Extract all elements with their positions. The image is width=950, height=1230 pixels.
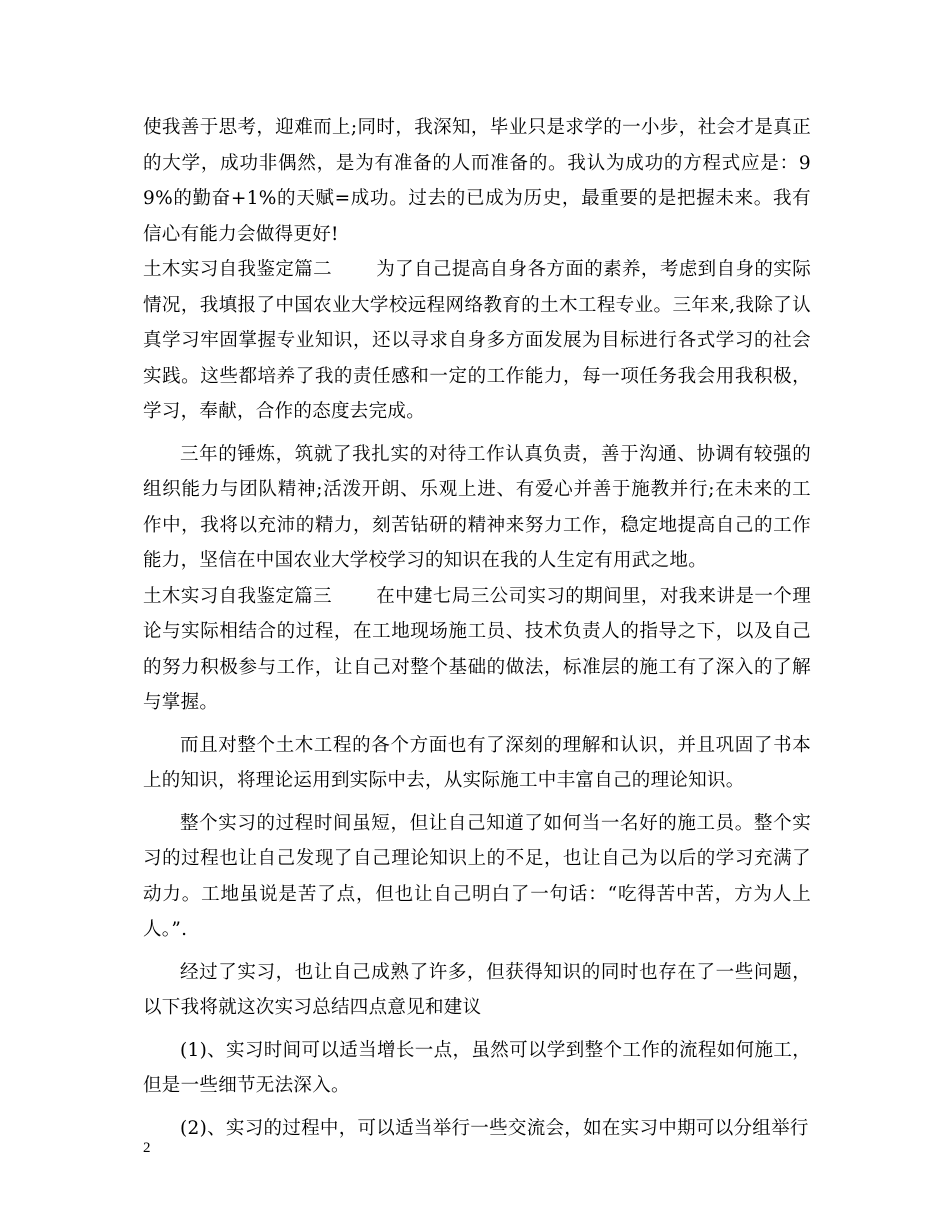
- section-heading-2: 土木实习自我鉴定篇二 为了自己提高自身各方面的素养，考虑到自身的实际情况，我填报了中国农业大学校远程网络教育的土木工程专业。三年来,我除了认真学习牢固掌握专业知识，还以寻求自身多方面发展为目标进行各式学习的社会实践。这些都培养了我的责任感和一定的工作能力，每一项任务我会用我积极，学习，奉献，合作的态度去完成。: [143, 259, 811, 422]
- paragraph-6: 整个实习的过程时间虽短，但让自己知道了如何当一名好的施工员。整个实习的过程也让自己发现了自己理论知识上的不足，也让自己为以后的学习充满了动力。工地虽说是苦了点，但也让自己明白了一句话：“吃得苦中苦，方为人上人。”.: [143, 812, 811, 940]
- list-item-2: (2)、实习的过程中，可以适当举行一些交流会，如在实习中期可以分组举行: [180, 1117, 809, 1139]
- paragraph-7: 经过了实习，也让自己成熟了许多，但获得知识的同时也存在了一些问题，以下我将就这次实习总结四点意见和建议: [143, 961, 811, 1018]
- section-heading-3: 土木实习自我鉴定篇三 在中建七局三公司实习的期间里，对我来讲是一个理论与实际相结合的过程，在工地现场施工员、技术负责人的指导之下，以及自己的努力积极参与工作，让自己对整个基础的做法，标准层的施工有了深入的了解与掌握。: [143, 585, 811, 713]
- list-item-1: (1)、实习时间可以适当增长一点，虽然可以学到整个工作的流程如何施工，但是一些细节无法深入。: [143, 1039, 811, 1096]
- document-body: [143, 110, 811, 1146]
- paragraph-3: 三年的锤炼，筑就了我扎实的对待工作认真负责，善于沟通、协调有较强的组织能力与团队精神;活泼开朗、乐观上进、有爱心并善于施教并行;在未来的工作中，我将以充沛的精力，刻苦钻研的精神来努力工作，稳定地提高自己的工作能力，坚信在中国农业大学校学习的知识在我的人生定有用武之地。: [143, 443, 811, 571]
- paragraph-5: 而且对整个土木工程的各个方面也有了深刻的理解和认识，并且巩固了书本上的知识，将理论运用到实际中去，从实际施工中丰富自己的理论知识。: [143, 734, 811, 791]
- page-number: 2: [143, 1140, 151, 1156]
- paragraph-1: 使我善于思考，迎难而上;同时，我深知，毕业只是求学的一小步，社会才是真正的大学，成功非偶然，是为有准备的人而准备的。我认为成功的方程式应是：99%的勤奋+1%的天赋=成功。过去的已成为历史，最重要的是把握未来。我有信心有能力会做得更好!: [143, 117, 811, 245]
